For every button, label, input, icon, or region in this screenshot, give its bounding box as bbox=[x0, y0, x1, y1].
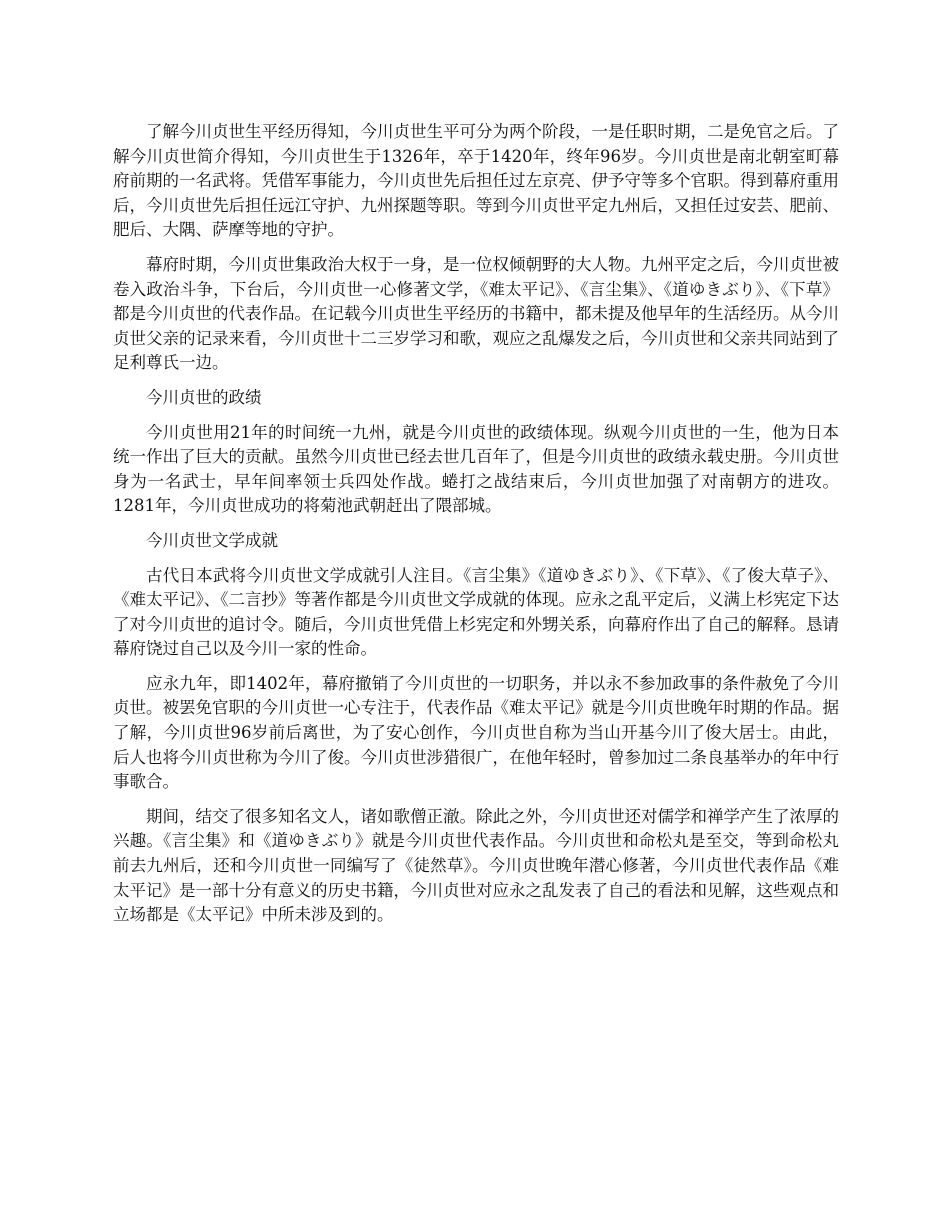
literature-paragraph-1: 古代日本武将今川贞世文学成就引人注目。《言尘集》《道ゆきぶり》、《下草》、《了俊大草子》、《难太平记》、《二言抄》等著作都是今川贞世文学成就的体现。应永之乱平定后，义满上杉宪定下达了对今川贞世的追讨令。随后，今川贞世凭借上杉宪定和外甥关系，向幕府作出了自己的解释。恳请幕府饶过自己以及今川一家的性命。 bbox=[113, 565, 839, 659]
intro-paragraph: 了解今川贞世生平经历得知，今川贞世生平可分为两个阶段，一是任职时期，二是免官之后。了解今川贞世简介得知，今川贞世生于1326年，卒于1420年，终年96岁。今川贞世是南北朝室町幕府前期的一名武将。凭借军事能力，今川贞世先后担任过左京亮、伊予守等多个官职。得到幕府重用后，今川贞世先后担任远江守护、九州探题等职。等到今川贞世平定九州后，又担任过安芸、肥前、肥后、大隅、萨摩等地的守护。 bbox=[113, 122, 839, 240]
document-page bbox=[113, 120, 839, 938]
politics-paragraph: 今川贞世用21年的时间统一九州，就是今川贞世的政绩体现。纵观今川贞世的一生，他为日本统一作出了巨大的贡献。虽然今川贞世已经去世几百年了，但是今川贞世的政绩永载史册。今川贞世身为一名武士，早年间率领士兵四处作战。蜷打之战结束后，今川贞世加强了对南朝方的进攻。1281年，今川贞世成功的将菊池武朝赶出了隈部城。 bbox=[113, 422, 839, 516]
literature-paragraph-2: 应永九年，即1402年，幕府撤销了今川贞世的一切职务，并以永不参加政事的条件赦免了今川贞世。被罢免官职的今川贞世一心专注于，代表作品《难太平记》就是今川贞世晚年时期的作品。据了解，今川贞世96岁前后离世，为了安心创作，今川贞世自称为当山开基今川了俊大居士。由此，后人也将今川贞世称为今川了俊。今川贞世涉猎很广，在他年轻时，曾参加过二条良基举办的年中行事歌合。 bbox=[113, 673, 839, 792]
shogunate-paragraph: 幕府时期，今川贞世集政治大权于一身，是一位权倾朝野的大人物。九州平定之后，今川贞世被卷入政治斗争，下台后，今川贞世一心修著文学，《难太平记》、《言尘集》、《道ゆきぶり》、《下草》都是今川贞世的代表作品。在记载今川贞世生平经历的书籍中，都未提及他早年的生活经历。从今川贞世父亲的记录来看，今川贞世十二三岁学习和歌，观应之乱爆发之后，今川贞世和父亲共同站到了足利尊氏一边。 bbox=[113, 254, 839, 373]
section-heading-politics: 今川贞世的政绩 bbox=[146, 387, 262, 407]
section-heading-literature: 今川贞世文学成就 bbox=[146, 530, 278, 550]
literature-paragraph-3: 期间，结交了很多知名文人，诸如歌僧正澈。除此之外，今川贞世还对儒学和禅学产生了浓厚的兴趣。《言尘集》和《道ゆきぶり》就是今川贞世代表作品。今川贞世和命松丸是至交，等到命松丸前去九州后，还和今川贞世一同编写了《徒然草》。今川贞世晚年潜心修著，今川贞世代表作品《难太平记》是一部十分有意义的历史书籍，今川贞世对应永之乱发表了自己的看法和见解，这些观点和立场都是《太平记》中所未涉及到的。 bbox=[113, 806, 839, 925]
